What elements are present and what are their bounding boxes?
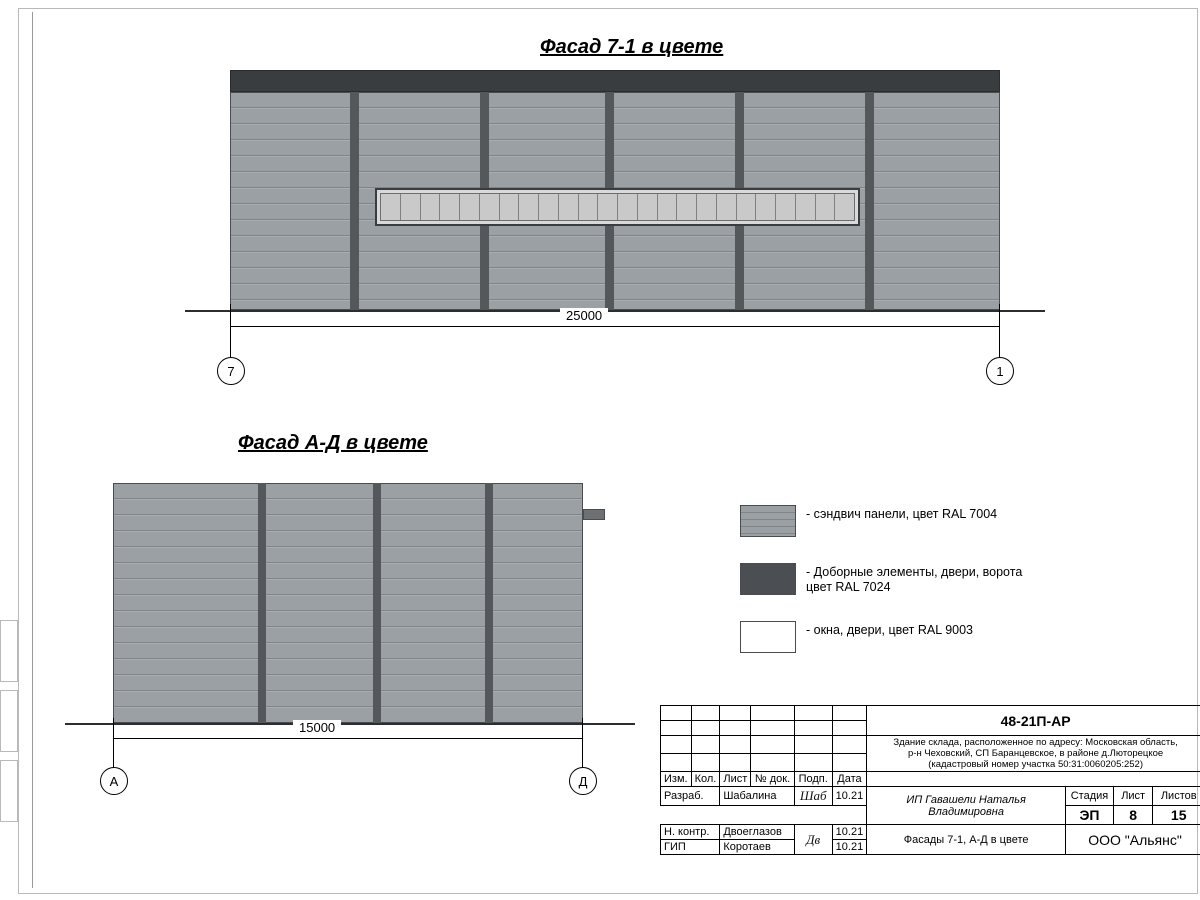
col-header-podp: Подп. <box>794 772 832 787</box>
date-razrab: 10.21 <box>832 787 867 806</box>
cell-empty <box>794 721 832 736</box>
axis-leader <box>113 738 114 768</box>
object-line-1: Здание склада, расположенное по адресу: Московская область, <box>893 737 1178 748</box>
cell-empty <box>661 721 692 736</box>
list-value: 8 <box>1113 806 1153 825</box>
list-header: Лист <box>1113 787 1153 806</box>
cell-spacer <box>867 772 1066 787</box>
col-header-kol: Кол. <box>691 772 720 787</box>
axis-leader <box>999 326 1000 358</box>
dimension-value: 15000 <box>293 720 341 735</box>
left-margin-stub <box>0 690 18 752</box>
legend-swatch-sandwich <box>740 505 796 537</box>
date-gip: 10.21 <box>832 840 867 855</box>
cell-empty <box>751 721 795 736</box>
ribbon-window <box>375 188 860 226</box>
wall-edge-detail <box>583 509 605 520</box>
cell-empty <box>720 754 751 772</box>
table-row <box>661 706 1200 721</box>
sheet-name: Фасады 7-1, А-Д в цвете <box>867 825 1066 855</box>
axis-bubble-d: Д <box>569 767 597 795</box>
cell-empty <box>661 736 692 754</box>
cell-empty <box>832 706 867 721</box>
column-line <box>735 92 744 188</box>
dimension-line <box>113 738 583 739</box>
cell-spacer <box>794 806 832 825</box>
facade-71-title: Фасад 7-1 в цвете <box>540 36 724 58</box>
object-line-2: р-н Чеховский, СП Баранцевское, в районе д.Люторецкое <box>908 748 1164 759</box>
cell-empty <box>661 706 692 721</box>
legend-item-sandwich <box>740 505 1070 537</box>
role-gip: ГИП <box>661 840 720 855</box>
object-line-3: (кадастровый номер участка 50:31:0060205:252) <box>928 759 1144 770</box>
lists-value: 15 <box>1153 806 1200 825</box>
sandwich-panel-wall <box>113 483 583 723</box>
legend-swatch-dark <box>740 563 796 595</box>
signature-nkontr: Дв <box>794 825 832 855</box>
column-line <box>735 225 744 310</box>
legend-item-dark <box>740 563 1070 595</box>
role-razrab: Разраб. <box>661 787 720 806</box>
table-row <box>661 825 1200 840</box>
cell-empty <box>751 736 795 754</box>
signature-razrab: Шаб <box>794 787 832 806</box>
cell-empty <box>720 706 751 721</box>
cell-empty <box>832 754 867 772</box>
cell-empty <box>794 706 832 721</box>
axis-bubble-7: 7 <box>217 357 245 385</box>
column-line <box>485 483 493 723</box>
left-margin-stub <box>0 760 18 822</box>
name-razrab: Шабалина <box>720 787 794 806</box>
facade-71-dimension <box>230 308 1000 342</box>
cell-empty <box>794 754 832 772</box>
cell-spacer <box>661 806 720 825</box>
cell-empty <box>720 721 751 736</box>
axis-leader <box>582 738 583 768</box>
date-nkontr: 10.21 <box>832 825 867 840</box>
table-row <box>661 736 1200 754</box>
legend-label-sandwich: - сэндвич панели, цвет RAL 7004 <box>806 507 998 521</box>
cell-empty <box>720 736 751 754</box>
column-line <box>605 92 614 188</box>
title-block <box>660 705 1200 885</box>
facade-ad-dimension <box>113 720 583 754</box>
parapet-band <box>230 70 1000 92</box>
name-gip: Коротаев <box>720 840 794 855</box>
legend-item-white <box>740 621 1070 653</box>
client-name: ИП Гавашели Наталья Владимировна <box>867 787 1066 825</box>
legend-label-dark <box>806 563 1022 595</box>
cell-empty <box>751 706 795 721</box>
col-header-ndok: № док. <box>751 772 795 787</box>
axis-bubble-a: А <box>100 767 128 795</box>
role-nkontr: Н. контр. <box>661 825 720 840</box>
cell-empty <box>691 721 720 736</box>
cell-empty <box>691 754 720 772</box>
table-row <box>661 787 1200 806</box>
cell-spacer <box>720 806 794 825</box>
cell-spacer <box>1066 772 1114 787</box>
cell-spacer <box>1113 772 1153 787</box>
lists-header: Листов <box>1153 787 1200 806</box>
legend-label-dark-line2: цвет RAL 7024 <box>806 580 891 594</box>
stage-header: Стадия <box>1066 787 1114 806</box>
legend-label-dark-line1: - Доборные элементы, двери, ворота <box>806 565 1023 579</box>
cell-empty <box>691 706 720 721</box>
axis-leader <box>230 326 231 358</box>
legend-label-white: - окна, двери, цвет RAL 9003 <box>806 623 974 637</box>
col-header-data: Дата <box>832 772 867 787</box>
cell-empty <box>794 736 832 754</box>
cell-empty <box>661 754 692 772</box>
column-line <box>258 483 266 723</box>
column-line <box>605 225 614 310</box>
col-header-list: Лист <box>720 772 751 787</box>
axis-bubble-1: 1 <box>986 357 1014 385</box>
dimension-line <box>230 326 1000 327</box>
cell-empty <box>751 754 795 772</box>
column-line <box>865 92 874 310</box>
cell-empty <box>691 736 720 754</box>
facade-ad-title: Фасад А-Д в цвете <box>238 432 428 454</box>
column-line <box>373 483 381 723</box>
organization-name: ООО "Альянс" <box>1066 825 1200 855</box>
facade-71-elevation <box>230 70 1000 310</box>
cell-empty <box>832 721 867 736</box>
cell-spacer <box>832 806 867 825</box>
cell-spacer <box>1153 772 1200 787</box>
stage-value: ЭП <box>1066 806 1114 825</box>
left-margin-stub <box>0 620 18 682</box>
table-header-row <box>661 772 1200 787</box>
title-block-table <box>660 705 1200 855</box>
column-line <box>350 92 359 310</box>
name-nkontr: Двоеглазов <box>720 825 794 840</box>
cell-empty <box>832 736 867 754</box>
materials-legend <box>740 505 1070 679</box>
window-panes <box>380 193 855 221</box>
facade-ad-elevation <box>113 483 583 723</box>
col-header-izm: Изм. <box>661 772 692 787</box>
dimension-value: 25000 <box>560 308 608 323</box>
project-code: 48-21П-АР <box>867 706 1200 736</box>
legend-swatch-white <box>740 621 796 653</box>
object-description <box>867 736 1200 772</box>
